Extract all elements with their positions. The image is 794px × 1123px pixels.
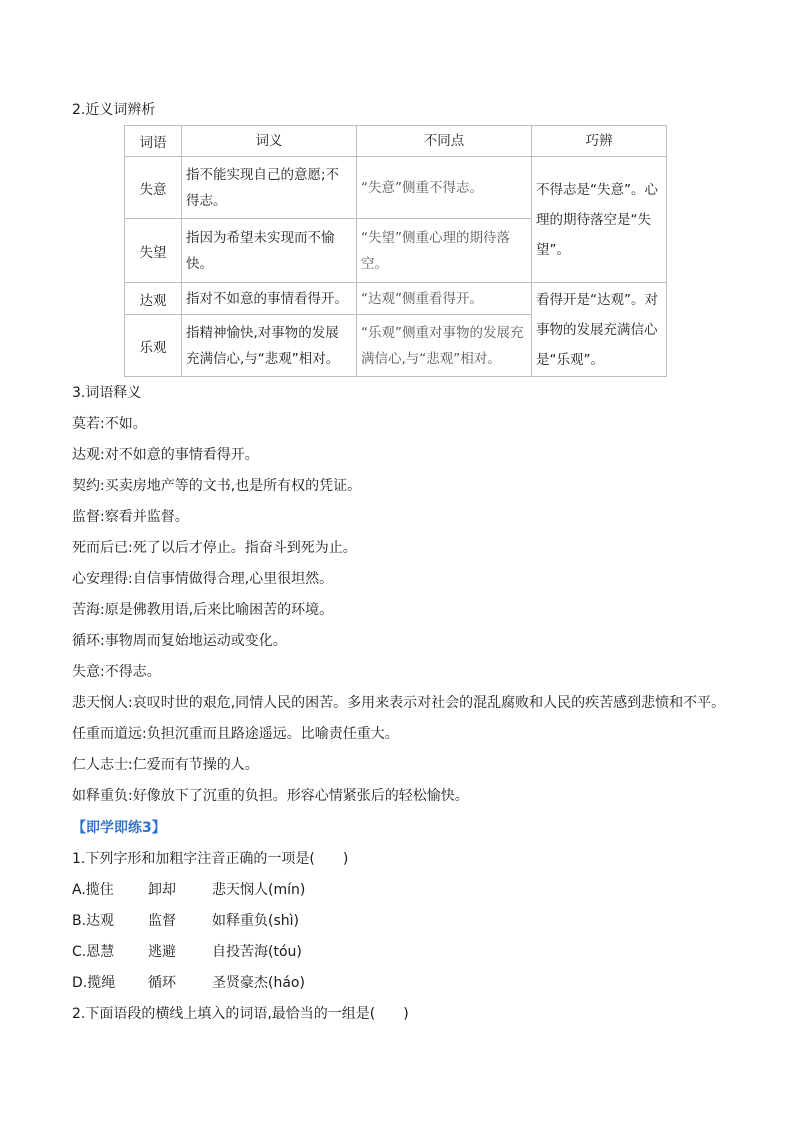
table-cell-tip: 看得开是“达观”。对事物的发展充满信心是“乐观”。 (532, 283, 667, 377)
table-cell-diff: “乐观”侧重对事物的发展充满信心,与“悲观”相对。 (357, 315, 532, 377)
definition-item: 苦海:原是佛教用语,后来比喻困苦的环境。 (72, 602, 334, 618)
table-row (125, 283, 667, 315)
table-cell-diff: “失意”侧重不得志。 (357, 157, 532, 219)
table-cell-meaning: 指对不如意的事情看得开。 (182, 283, 357, 315)
table-header: 不同点 (357, 126, 532, 157)
section-title: 2.近义词辨析 (72, 102, 156, 118)
practice-heading: 【即学即练3】 (72, 820, 166, 836)
table-header: 词义 (182, 126, 357, 157)
definition-item: 死而后已:死了以后才停止。指奋斗到死为止。 (72, 540, 357, 556)
option-word: 卸却 (148, 882, 176, 898)
table-cell-meaning: 指精神愉快,对事物的发展充满信心,与“悲观”相对。 (182, 315, 357, 377)
option-word: D.揽绳 (72, 975, 116, 991)
definition-item: 任重而道远:负担沉重而且路途遥远。比喻责任重大。 (72, 726, 399, 742)
definition-item: 监督:察看并监督。 (72, 509, 189, 525)
option-word: 如释重负(shì) (212, 913, 299, 929)
definition-item: 达观:对不如意的事情看得开。 (72, 447, 259, 463)
section-title: 3.词语释义 (72, 385, 142, 401)
option-c (72, 942, 302, 962)
table-cell-word: 失意 (125, 157, 182, 219)
definition-item: 循环:事物周而复始地运动或变化。 (72, 633, 287, 649)
definition-item: 心安理得:自信事情做得合理,心里很坦然。 (72, 571, 334, 587)
table-header: 巧辨 (532, 126, 667, 157)
table-cell-word: 达观 (125, 283, 182, 315)
option-word: 逃避 (148, 944, 176, 960)
table-cell-diff: “失望”侧重心理的期待落空。 (357, 219, 532, 283)
definition-item: 契约:买卖房地产等的文书,也是所有权的凭证。 (72, 478, 362, 494)
table-cell-meaning: 指不能实现自己的意愿;不得志。 (182, 157, 357, 219)
option-word: B.达观 (72, 913, 115, 929)
option-word: 悲天悯人(mín) (212, 882, 306, 898)
option-word: 自投苦海(tóu) (212, 944, 302, 960)
option-b (72, 911, 299, 931)
option-word: 循环 (148, 975, 176, 991)
table-header-row (125, 126, 667, 157)
definition-item: 莫若:不如。 (72, 416, 147, 432)
question-2: 2.下面语段的横线上填入的词语,最恰当的一组是( ) (72, 1006, 409, 1022)
table-cell-diff: “达观”侧重看得开。 (357, 283, 532, 315)
definition-item: 如释重负:好像放下了沉重的负担。形容心情紧张后的轻松愉快。 (72, 788, 469, 804)
table-cell-word: 乐观 (125, 315, 182, 377)
table-row (125, 157, 667, 219)
option-word: 圣贤豪杰(háo) (212, 975, 305, 991)
option-word: A.揽住 (72, 882, 114, 898)
definition-item: 失意:不得志。 (72, 664, 161, 680)
question-1: 1.下列字形和加粗字注音正确的一项是( ) (72, 851, 349, 867)
option-a (72, 880, 305, 900)
definition-item: 仁人志士:仁爱而有节操的人。 (72, 757, 259, 773)
option-word: C.恩慧 (72, 944, 115, 960)
table-cell-tip: 不得志是“失意”。心理的期待落空是“失望”。 (532, 157, 667, 283)
table-cell-meaning: 指因为希望未实现而不愉快。 (182, 219, 357, 283)
table-header: 词语 (125, 126, 182, 157)
option-d (72, 973, 305, 993)
definition-item: 悲天悯人:哀叹时世的艰危,同情人民的困苦。多用来表示对社会的混乱腐败和人民的疾苦感到悲愤和不平。 (72, 695, 726, 711)
table-cell-word: 失望 (125, 219, 182, 283)
synonym-table (124, 125, 667, 377)
option-word: 监督 (148, 913, 176, 929)
